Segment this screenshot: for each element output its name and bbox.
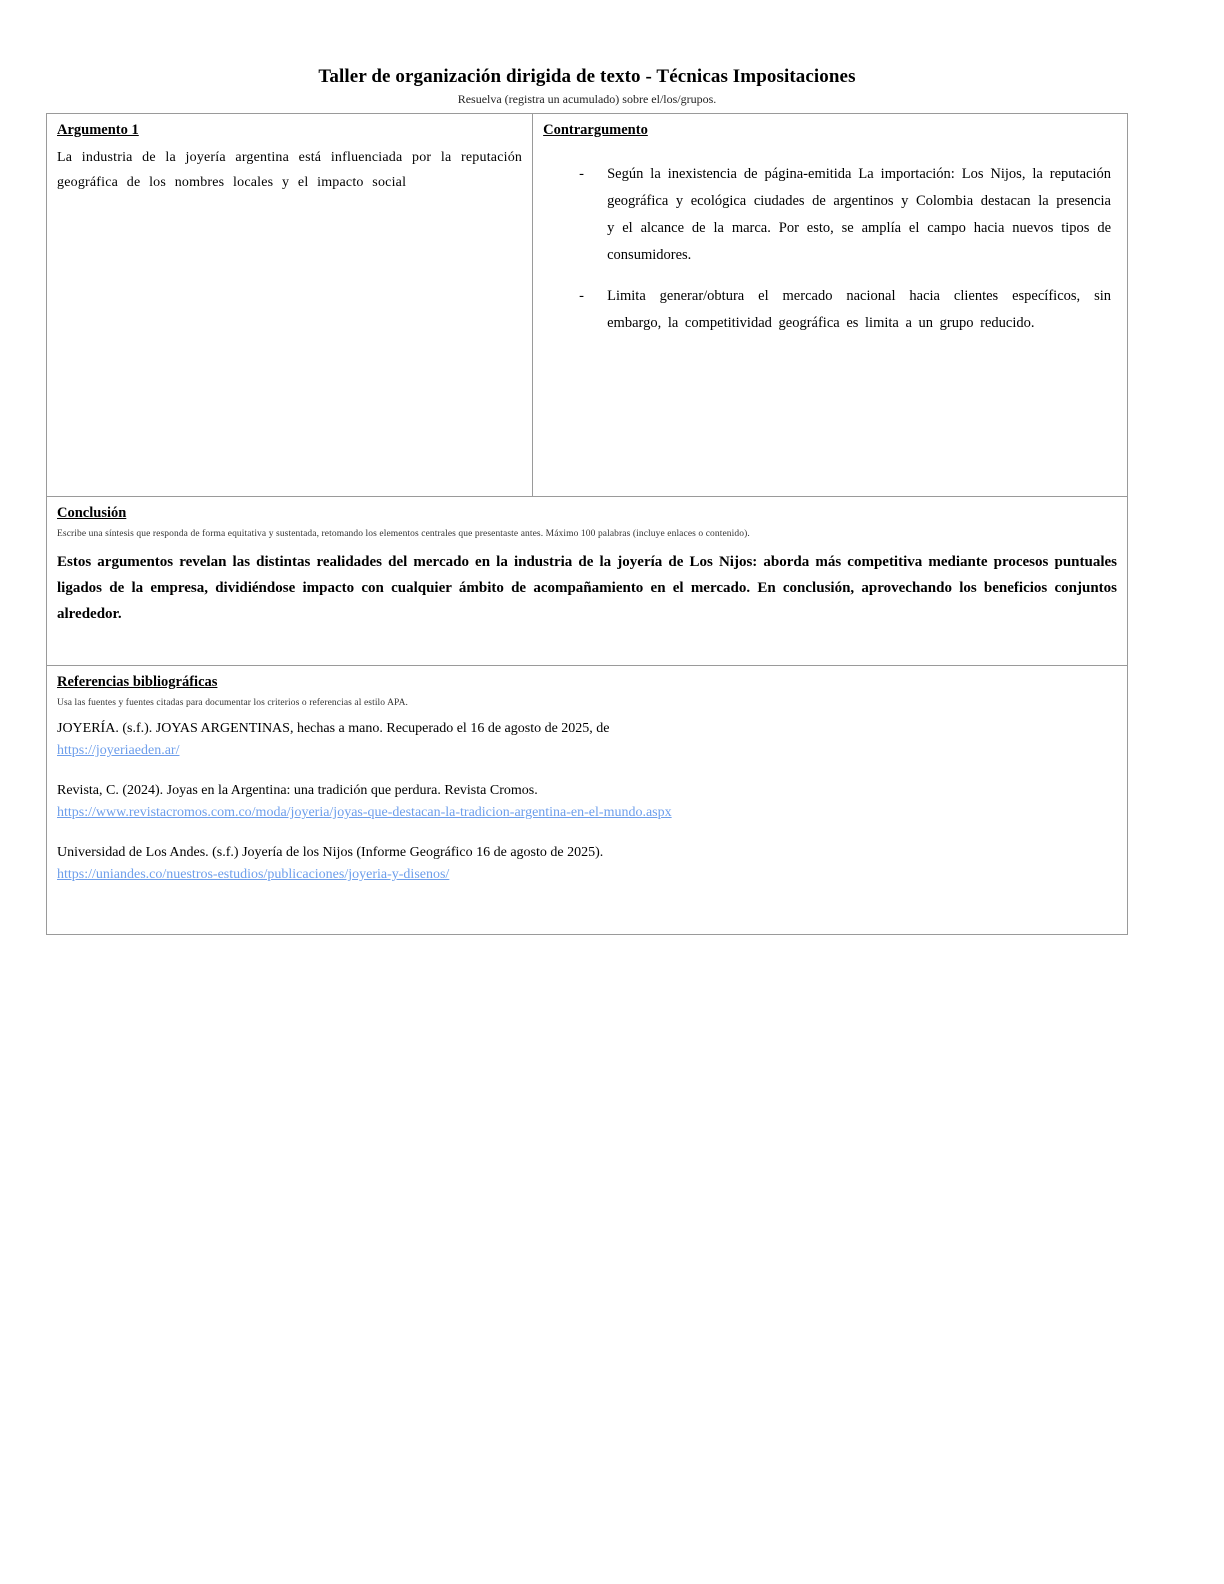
- table-row: [47, 114, 1127, 497]
- reference-entry: [57, 842, 1117, 886]
- reference-entry: [57, 718, 1117, 762]
- references-cell: [47, 666, 1127, 934]
- counterargument-cell: [533, 114, 1127, 496]
- reference-text: Revista, C. (2024). Joyas en la Argentina: una tradición que perdura. Revista Cromos.: [57, 783, 538, 798]
- table-row: [47, 497, 1127, 666]
- argument-heading: Argumento 1: [57, 122, 139, 138]
- references-heading: Referencias bibliográficas: [57, 674, 218, 690]
- reference-text: Universidad de Los Andes. (s.f.) Joyería de los Nijos (Informe Geográfico 16 de agosto de 2025).: [57, 845, 604, 860]
- page-title: Taller de organización dirigida de texto - Técnicas Impositaciones: [318, 66, 856, 87]
- reference-entry: [57, 780, 1117, 824]
- conclusion-heading: Conclusión: [57, 505, 127, 521]
- counterargument-heading: Contrargumento: [543, 122, 648, 138]
- reference-link[interactable]: https://uniandes.co/nuestros-estudios/publicaciones/joyeria-y-disenos/: [57, 867, 450, 882]
- conclusion-text: Estos argumentos revelan las distintas realidades del mercado en la industria de la joyería de Los Nijos: aborda más competitiva mediante procesos puntuales ligados de la empresa, dividiéndose impacto con cualquier ámbito de acompañamiento en el mercado. En conclusión, aprovechando los beneficios conjuntos alrededor.: [57, 554, 1117, 622]
- list-item: - Según la inexistencia de página-emitida La importación: Los Nijos, la reputación geográfica y ecológica ciudades de argentinos y Colombia destacan la presencia y el alcance de la marca. Por esto, se amplía el campo hacia nuevos tipos de consumidores.: [607, 161, 1111, 269]
- references-instructions: Usa las fuentes y fuentes citadas para documentar los criterios o referencias al estilo APA.: [57, 698, 408, 708]
- reference-link[interactable]: https://www.revistacromos.com.co/moda/joyeria/joyas-que-destacan-la-tradicion-argentina-en-el-mundo.aspx: [57, 805, 672, 820]
- reference-link[interactable]: https://joyeriaeden.ar/: [57, 743, 180, 758]
- table-row: [47, 666, 1127, 934]
- conclusion-instructions: Escribe una síntesis que responda de forma equitativa y sustentada, retomando los elementos centrales que presentaste antes. Máximo 100 palabras (incluye enlaces o contenido).: [57, 529, 750, 539]
- page-subtitle: Resuelva (registra un acumulado) sobre el/los/grupos.: [457, 92, 717, 106]
- worksheet-table: [46, 113, 1128, 935]
- reference-text: JOYERÍA. (s.f.). JOYAS ARGENTINAS, hechas a mano. Recuperado el 16 de agosto de 2025, de: [57, 721, 610, 736]
- argument-text: La industria de la joyería argentina está influenciada por la reputación geográfica de los nombres locales y el impacto social: [57, 150, 523, 190]
- list-item: - Limita generar/obtura el mercado nacional hacia clientes específicos, sin embargo, la competitividad geográfica es limita a un grupo reducido.: [607, 283, 1111, 337]
- argument-cell: [47, 114, 533, 496]
- counterargument-list: [543, 161, 1117, 337]
- conclusion-cell: [47, 497, 1127, 665]
